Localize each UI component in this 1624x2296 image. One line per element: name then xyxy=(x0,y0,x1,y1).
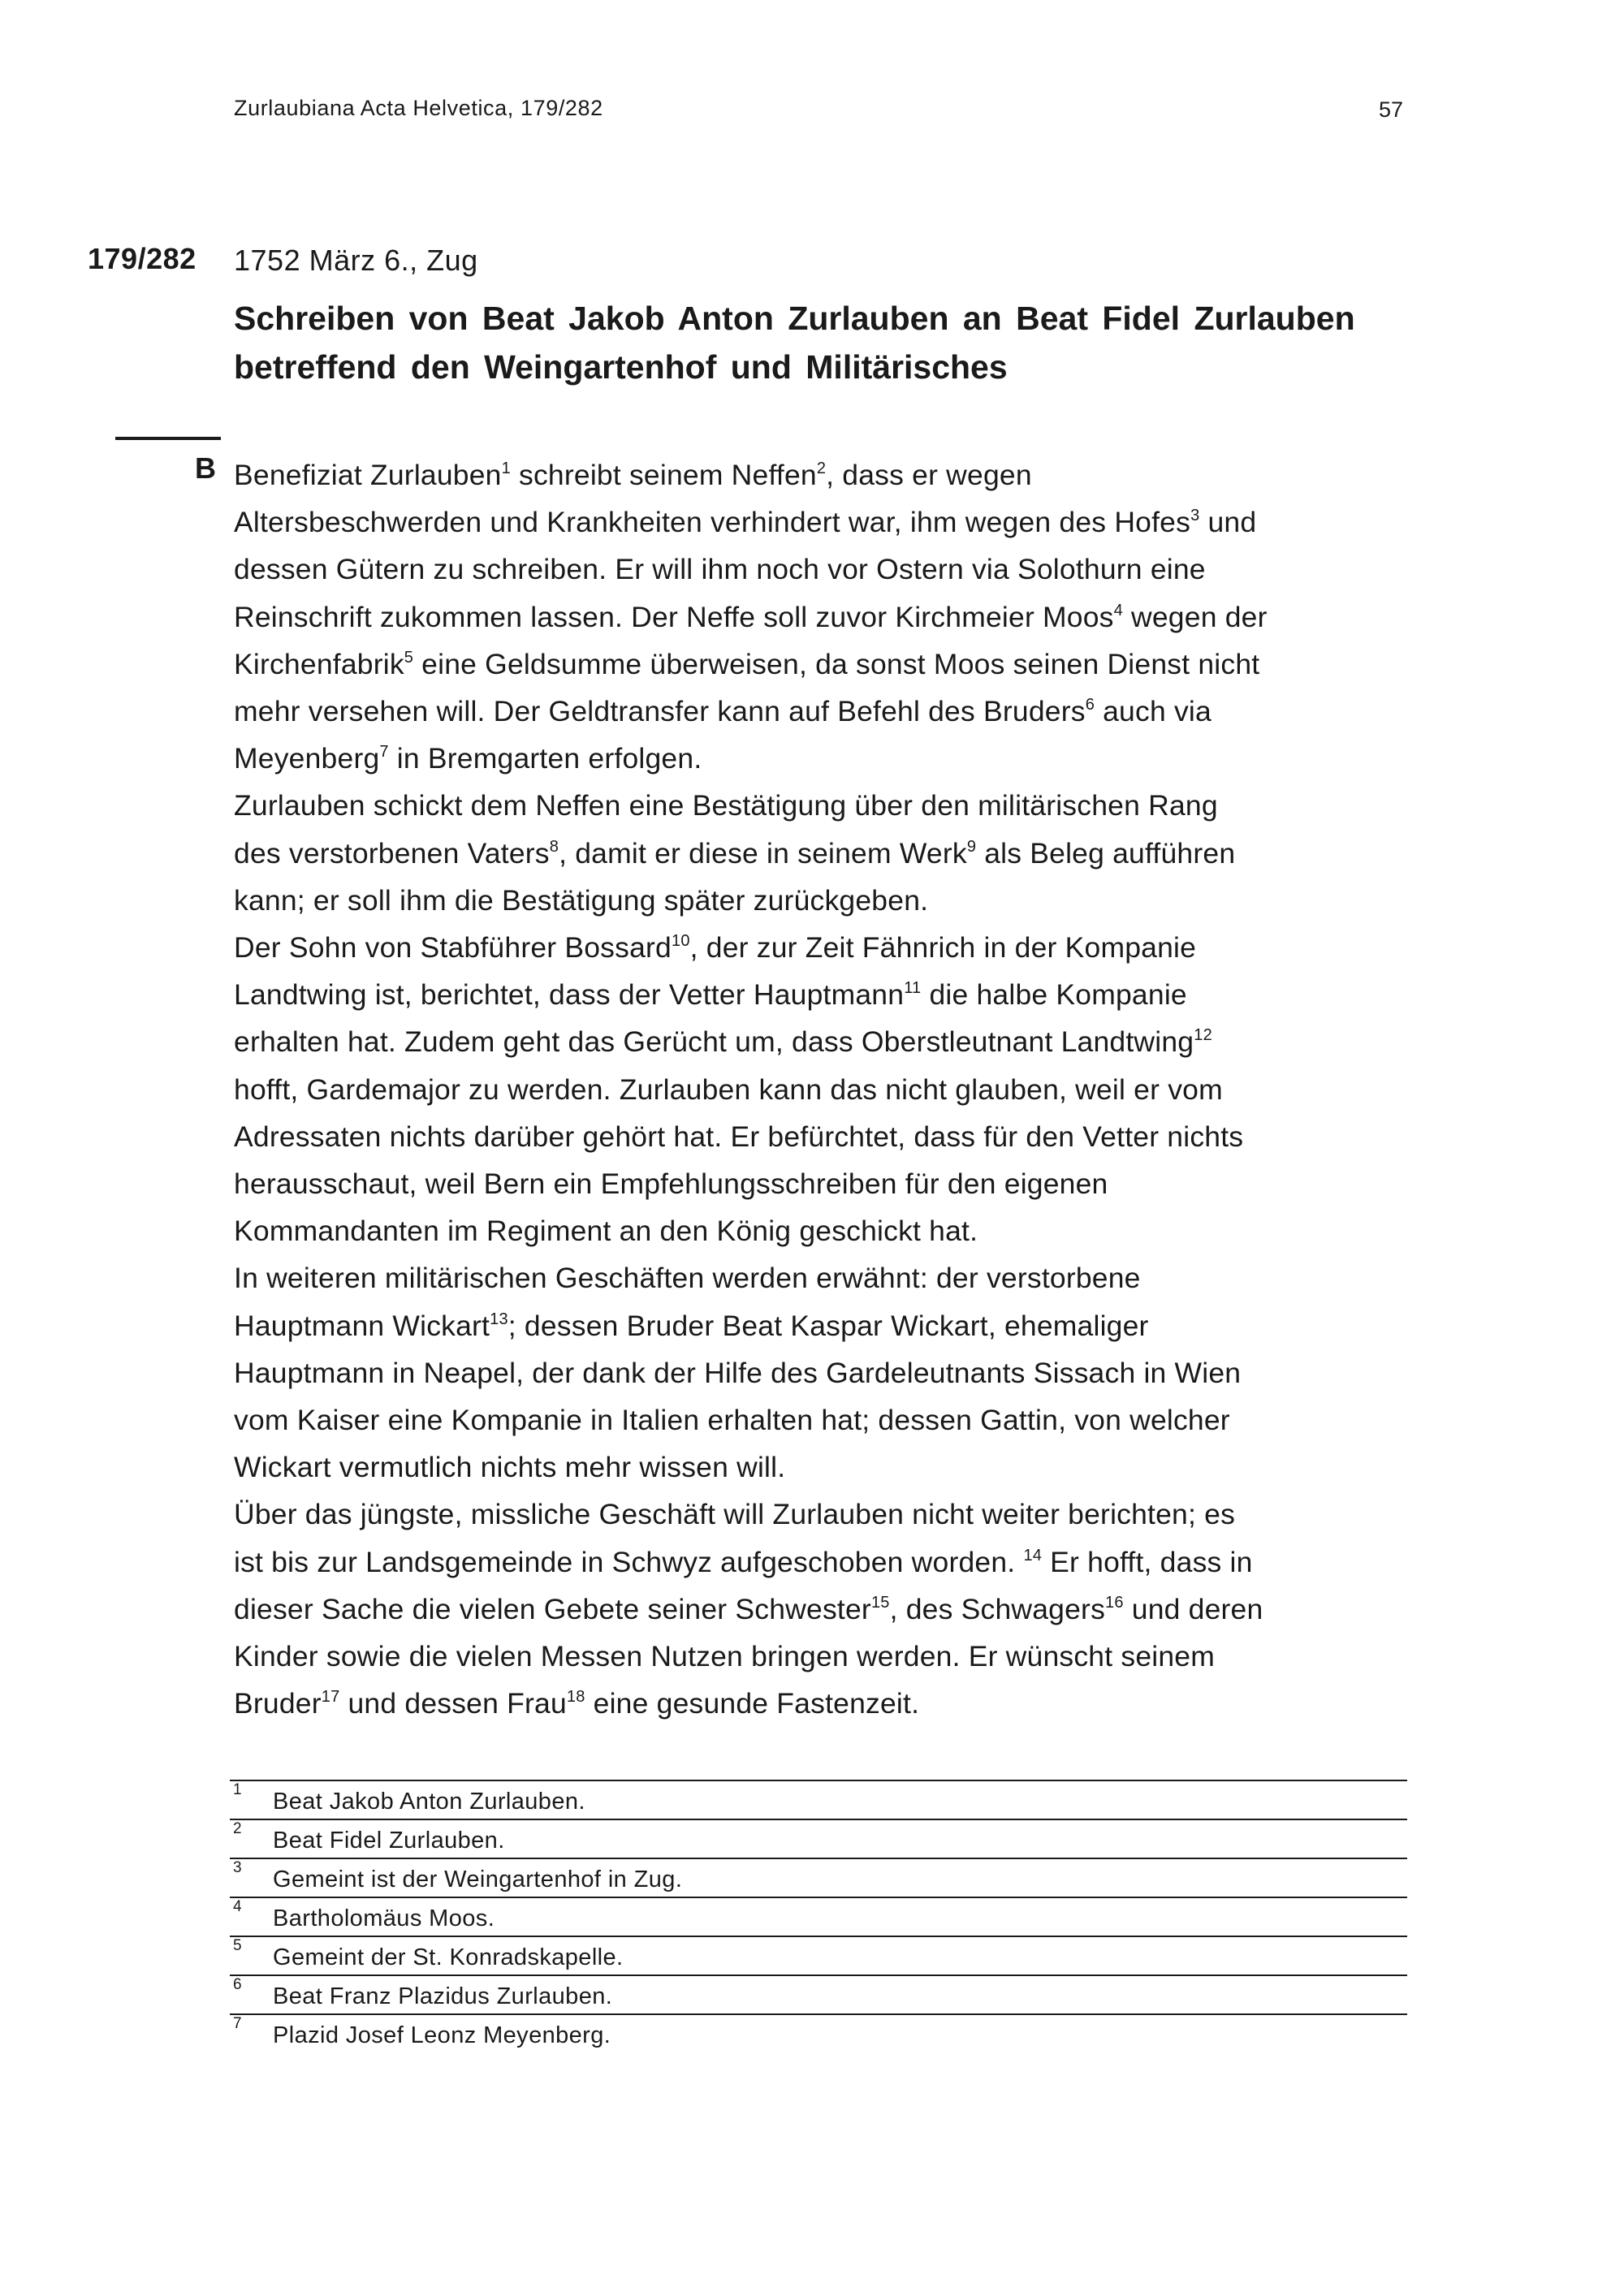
body-text-segment: Über das jüngste, missliche Geschäft will Zurlauben nicht weiter berichten; es ist bis zur Landsgemeinde in Schwyz aufgeschoben worden. xyxy=(234,1498,1236,1578)
footnote-text: Beat Jakob Anton Zurlauben. xyxy=(273,1789,585,1815)
footnote-number: 2 xyxy=(233,1820,242,1837)
body-text-segment: , des Schwagers xyxy=(889,1592,1106,1625)
footnote-item xyxy=(230,1859,1407,1898)
entry-date-place: 1752 März 6., Zug xyxy=(234,244,478,277)
footnote-text: Beat Fidel Zurlauben. xyxy=(273,1828,505,1854)
footnote-number: 1 xyxy=(233,1781,242,1798)
footnote-item xyxy=(230,1898,1407,1937)
body-text-segment: , der zur Zeit Fähnrich in der Kompanie Landtwing ist, berichtet, dass der Vetter Hauptmann xyxy=(234,931,1197,1012)
footnote-reference: 17 xyxy=(321,1688,340,1707)
body-text-segment: und deren Kinder sowie die vielen Messen Nutzen bringen werden. Er wünscht seinem Bruder xyxy=(234,1592,1263,1720)
body-text-segment: Er hofft, dass in dieser Sache die vielen Gebete seiner Schwester xyxy=(234,1545,1253,1625)
body-text-segment: in Bremgarten erfolgen. xyxy=(388,742,702,775)
body-paragraph xyxy=(234,924,1419,1254)
body-text-segment: als Beleg aufführen kann; er soll ihm die Bestätigung später zurückgeben. xyxy=(234,836,1236,917)
body-text-segment: wegen der Kirchenfabrik xyxy=(234,600,1268,680)
footnote-reference: 5 xyxy=(404,648,414,667)
body-text-segment: auch via Meyenberg xyxy=(234,695,1212,775)
footnote-reference: 7 xyxy=(379,743,389,762)
footnote-reference: 15 xyxy=(870,1593,890,1612)
footnote-reference: 8 xyxy=(549,837,559,856)
footnote-item xyxy=(230,1937,1407,1976)
body-text-segment: schreibt seinem Neffen xyxy=(510,459,817,491)
footnote-text: Gemeint der St. Konradskapelle. xyxy=(273,1944,624,1970)
footnotes xyxy=(230,1780,1407,2052)
footnote-item xyxy=(230,2015,1407,2052)
footnote-reference: 4 xyxy=(1113,601,1123,619)
footnote-reference: 11 xyxy=(904,979,922,998)
footnote-text: Beat Franz Plazidus Zurlauben. xyxy=(273,1983,613,2009)
body-text-segment: und dessen Frau xyxy=(339,1687,567,1720)
body-paragraph xyxy=(234,1491,1419,1727)
footnote-item xyxy=(230,1976,1407,2015)
running-header: Zurlaubiana Acta Helvetica, 179/282 xyxy=(234,96,603,120)
entry-title: Schreiben von Beat Jakob Anton Zurlauben an Beat Fidel Zurlauben betreffend den Weingartenhof und Militärisches xyxy=(234,300,1355,386)
footnote-number: 4 xyxy=(233,1898,242,1915)
body-text-segment: und dessen Gütern zu schreiben. Er will ihm noch vor Ostern via Solothurn eine Reinschrift zukommen lassen. Der Neffe soll zuvor Kirchmeier Moos xyxy=(234,506,1257,633)
body-paragraph xyxy=(234,1254,1419,1491)
footnote-item xyxy=(230,1781,1407,1820)
body-text-segment: hofft, Gardemajor zu werden. Zurlauben kann das nicht glauben, weil er vom Adressaten nichts darüber gehört hat. Er befürchtet, dass für den Vetter nichts herausschaut, weil Bern ein Empfehlungsschreiben für den eigenen Kommandanten im Regiment an den König geschickt hat. xyxy=(234,1072,1244,1248)
footnote-number: 6 xyxy=(233,1976,242,1993)
entry-number: 179/282 xyxy=(88,242,197,275)
footnote-number: 7 xyxy=(233,2015,242,2032)
body-text-segment: Benefiziat Zurlauben xyxy=(234,459,502,491)
body-paragraph xyxy=(234,451,1419,782)
body-text-segment: Zurlauben schickt dem Neffen eine Bestätigung über den militärischen Rang des verstorbenen Vaters xyxy=(234,789,1218,870)
body-text-segment: , damit er diese in seinem Werk xyxy=(559,836,967,870)
footnote-text: Plazid Josef Leonz Meyenberg. xyxy=(273,2022,611,2048)
footnote-reference: 2 xyxy=(816,460,827,477)
footnote-reference: 6 xyxy=(1085,696,1095,714)
margin-rule-divider xyxy=(115,437,221,440)
body-text-segment: die halbe Kompanie erhalten hat. Zudem geht das Gerücht um, dass Oberstleutnant Landtwing xyxy=(234,978,1194,1059)
footnote-reference: 12 xyxy=(1194,1026,1212,1045)
footnote-reference: 13 xyxy=(490,1310,508,1328)
footnote-text: Gemeint ist der Weingartenhof in Zug. xyxy=(273,1867,683,1892)
section-marker: B xyxy=(195,451,216,485)
body-text-segment: eine Geldsumme überweisen, da sonst Moos seinen Dienst nicht mehr versehen will. Der Geldtransfer kann auf Befehl des Bruders xyxy=(234,647,1260,728)
footnote-reference: 16 xyxy=(1105,1593,1124,1612)
body-text-segment: Der Sohn von Stabführer Bossard xyxy=(234,931,672,965)
page-number: 57 xyxy=(1378,97,1403,122)
body-text-segment: , dass er wegen Altersbeschwerden und Krankheiten verhindert war, ihm wegen des Hofes xyxy=(234,459,1191,539)
footnote-text: Bartholomäus Moos. xyxy=(273,1905,495,1931)
footnote-reference: 14 xyxy=(1023,1546,1043,1564)
footnote-reference: 1 xyxy=(501,460,511,477)
body-paragraph xyxy=(234,782,1419,924)
footnote-reference: 3 xyxy=(1190,507,1200,525)
body-text-segment: In weiteren militärischen Geschäften werden erwähnt: der verstorbene Hauptmann Wickart xyxy=(234,1262,1141,1342)
regest-body xyxy=(234,451,1419,1727)
footnote-reference: 10 xyxy=(672,932,690,951)
footnote-reference: 18 xyxy=(566,1688,585,1707)
footnote-item xyxy=(230,1820,1407,1859)
body-text-segment: eine gesunde Fastenzeit. xyxy=(585,1687,920,1720)
footnote-reference: 9 xyxy=(966,837,977,856)
footnote-number: 5 xyxy=(233,1937,242,1954)
body-text-segment: ; dessen Bruder Beat Kaspar Wickart, ehemaliger Hauptmann in Neapel, der dank der Hilfe des Gardeleutnants Sissach in Wien vom Kaiser eine Kompanie in Italien erhalten hat; dessen Gattin, von welcher Wickart vermutlich nichts mehr wissen will. xyxy=(234,1309,1242,1484)
footnote-number: 3 xyxy=(233,1859,242,1876)
